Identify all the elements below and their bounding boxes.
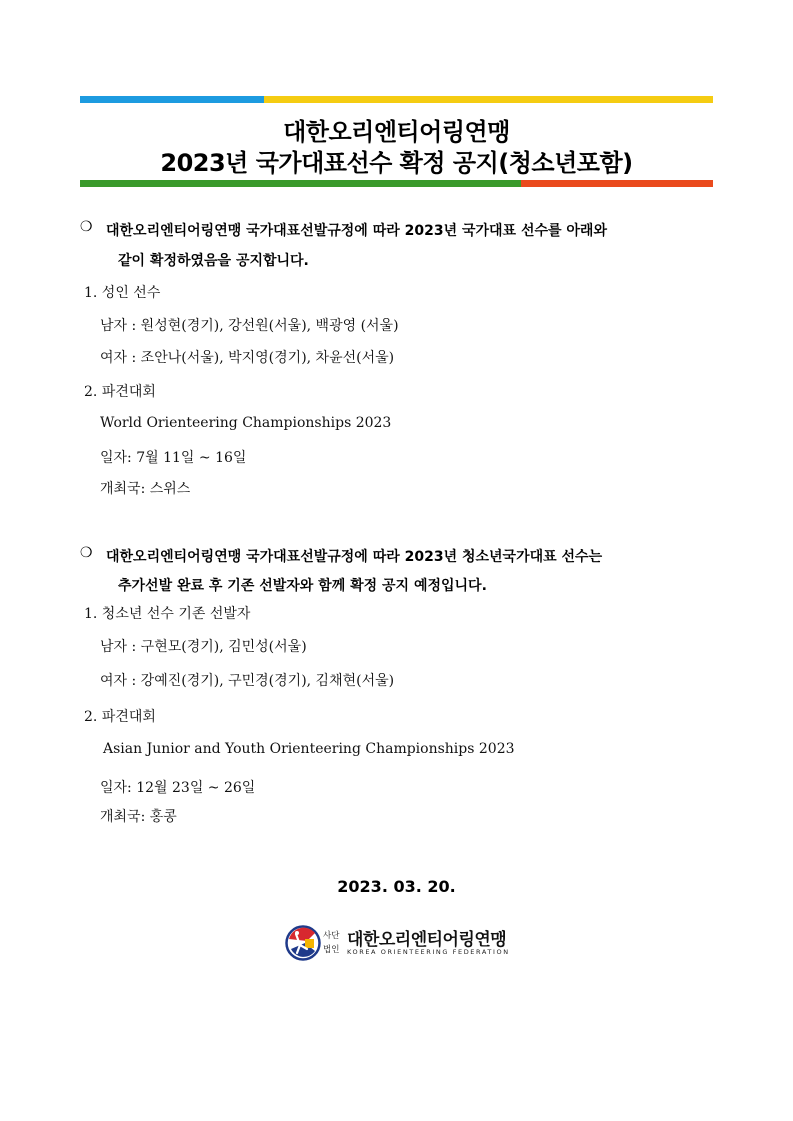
section-1-lead-line-2: 같이 확정하였음을 공지합니다. [118,253,309,269]
document-date: 2023. 03. 20. [337,877,456,896]
title-line-2: 2023년 국가대표선수 확정 공지(청소년포함) [160,149,633,177]
header-bar-yellow [264,96,713,103]
section-1-female-list: 여자 : 조안나(서울), 박지영(경기), 차윤선(서울) [100,350,395,366]
logo-federation-english: KOREA ORIENTEERING FEDERATION [347,948,510,956]
circle-bullet-icon: ❍ [80,545,93,561]
section-2-female-list: 여자 : 강예진(경기), 구민경(경기), 김채현(서울) [100,673,395,689]
section-2-event-dates: 일자: 12월 23일 ~ 26일 [100,780,256,796]
section-2-host-country: 개최국: 홍콩 [100,809,177,825]
section-1-event-name: World Orienteering Championships 2023 [100,415,392,431]
section-1-host-country: 개최국: 스위스 [100,481,191,497]
section-1-item-1-heading: 1. 성인 선수 [84,285,161,301]
header-bar-green [80,180,521,187]
circle-bullet-icon: ❍ [80,219,93,235]
section-1-lead-line-1: 대한오리엔티어링연맹 국가대표선발규정에 따라 2023년 국가대표 선수를 아래와 [106,223,607,239]
section-1-male-list: 남자 : 원성현(경기), 강선원(서울), 백광영 (서울) [100,318,399,334]
section-1-event-dates: 일자: 7월 11일 ~ 16일 [100,450,247,466]
section-2-item-2-heading: 2. 파견대회 [84,709,156,725]
logo-small-bottom: 법인 [323,945,340,955]
section-2-lead-line-2: 추가선발 완료 후 기존 선발자와 함께 확정 공지 예정입니다. [118,578,487,594]
section-1-item-2-heading: 2. 파견대회 [84,384,156,400]
federation-logo [285,921,525,965]
federation-emblem-icon [285,925,321,961]
section-2-male-list: 남자 : 구현모(경기), 김민성(서울) [100,639,307,655]
header-bar-blue [80,96,264,103]
logo-federation-name: 대한오리엔티어링연맹 [347,930,507,950]
title-line-1: 대한오리엔티어링연맹 [283,118,510,146]
section-2-item-1-heading: 1. 청소년 선수 기존 선발자 [84,606,251,622]
section-2-lead-line-1: 대한오리엔티어링연맹 국가대표선발규정에 따라 2023년 청소년국가대표 선수는 [106,549,603,565]
logo-small-top: 사단 [323,931,340,941]
header-bar-red [521,180,713,187]
section-2-event-name: Asian Junior and Youth Orienteering Championships 2023 [103,741,515,757]
